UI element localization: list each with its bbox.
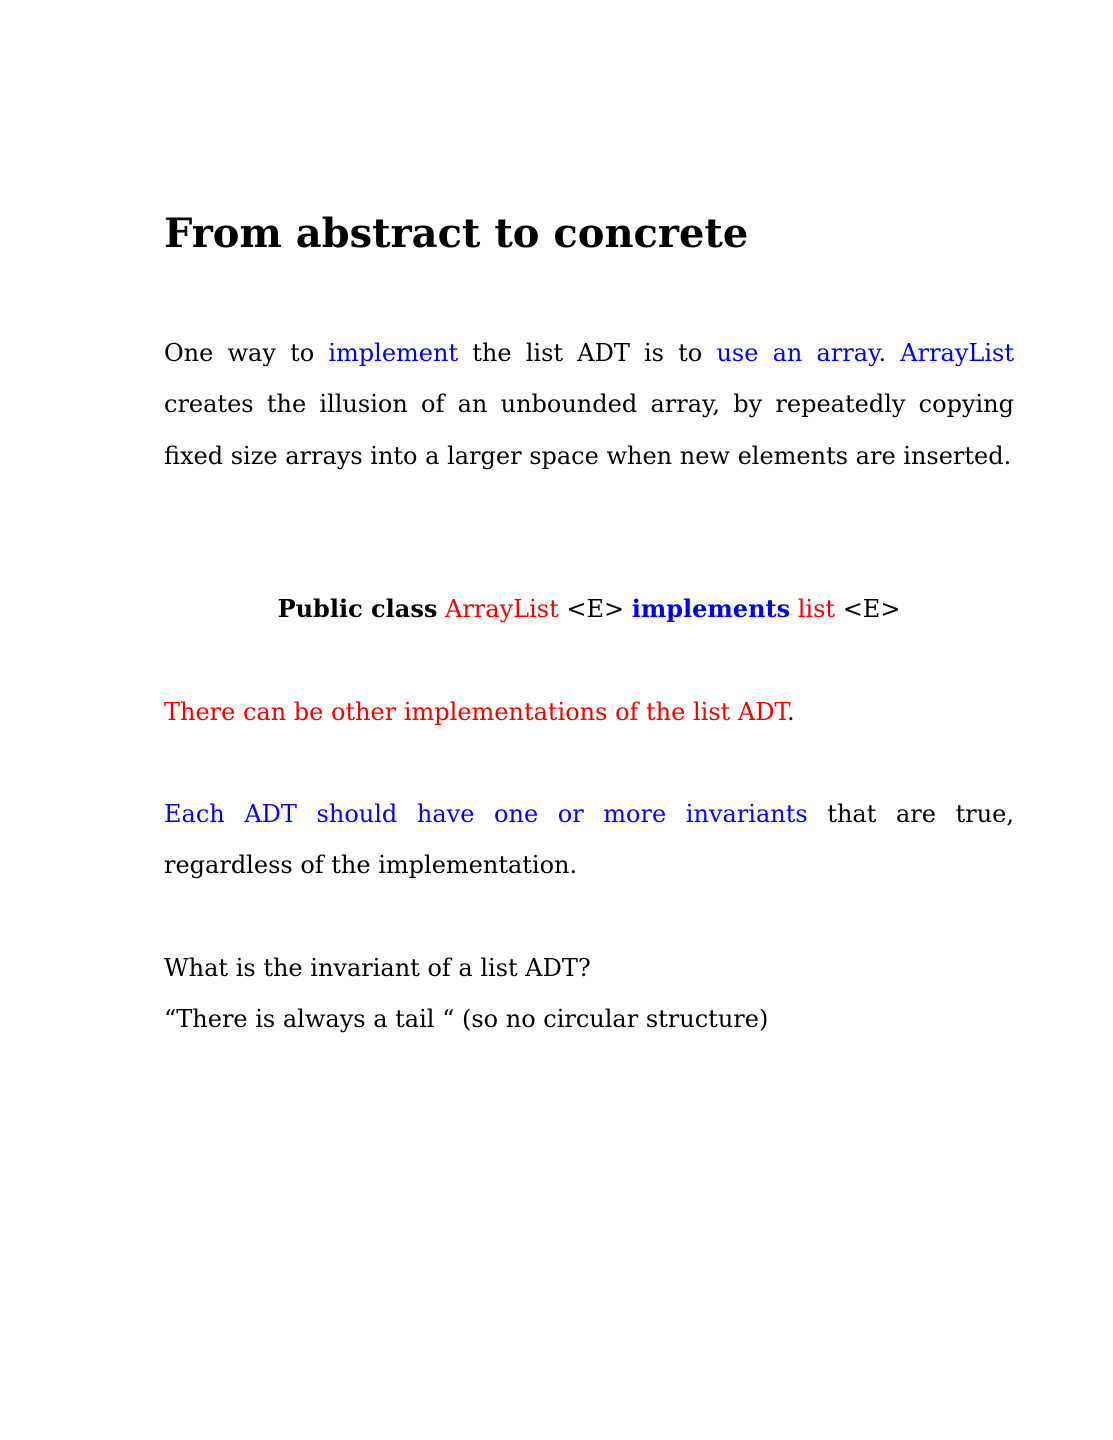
class-declaration bbox=[164, 583, 1014, 635]
code-space-2 bbox=[790, 595, 798, 623]
arraylist-class-name: ArrayList bbox=[445, 595, 559, 623]
invariant-answer: “There is always a tail “ (so no circular structure) bbox=[164, 1005, 769, 1033]
list-interface-name: list bbox=[797, 595, 836, 623]
para1-text-1: One way to bbox=[164, 339, 329, 367]
implement-highlight: implement bbox=[328, 339, 459, 367]
use-an-array-highlight: use an array bbox=[716, 339, 879, 367]
public-class-keyword: Public class bbox=[277, 594, 438, 623]
other-implementations-paragraph bbox=[164, 687, 1014, 738]
para1-text-3: . bbox=[878, 339, 901, 367]
invariants-paragraph bbox=[164, 789, 1014, 892]
code-space-1 bbox=[437, 595, 445, 623]
invariants-highlight: Each ADT should have one or more invariants bbox=[164, 800, 808, 828]
generic-type-2: <E> bbox=[835, 595, 901, 623]
page-title: From abstract to concrete bbox=[164, 210, 749, 257]
generic-type-1: <E> bbox=[558, 595, 632, 623]
arraylist-paragraph bbox=[164, 328, 1014, 482]
para1-text-4: creates the illusion of an unbounded array, by repeatedly copying fixed size arrays into a larger space when new elements are inserted. bbox=[164, 390, 1014, 470]
implements-keyword: implements bbox=[631, 594, 791, 623]
invariant-question: What is the invariant of a list ADT? bbox=[164, 954, 591, 982]
other-implementations-text: There can be other implementations of the list ADT bbox=[164, 698, 787, 726]
para1-text-2: the list ADT is to bbox=[458, 339, 717, 367]
period: . bbox=[786, 698, 795, 726]
invariants-text: that are true, regardless of the implementation. bbox=[164, 800, 1014, 880]
arraylist-highlight: ArrayList bbox=[900, 339, 1014, 367]
